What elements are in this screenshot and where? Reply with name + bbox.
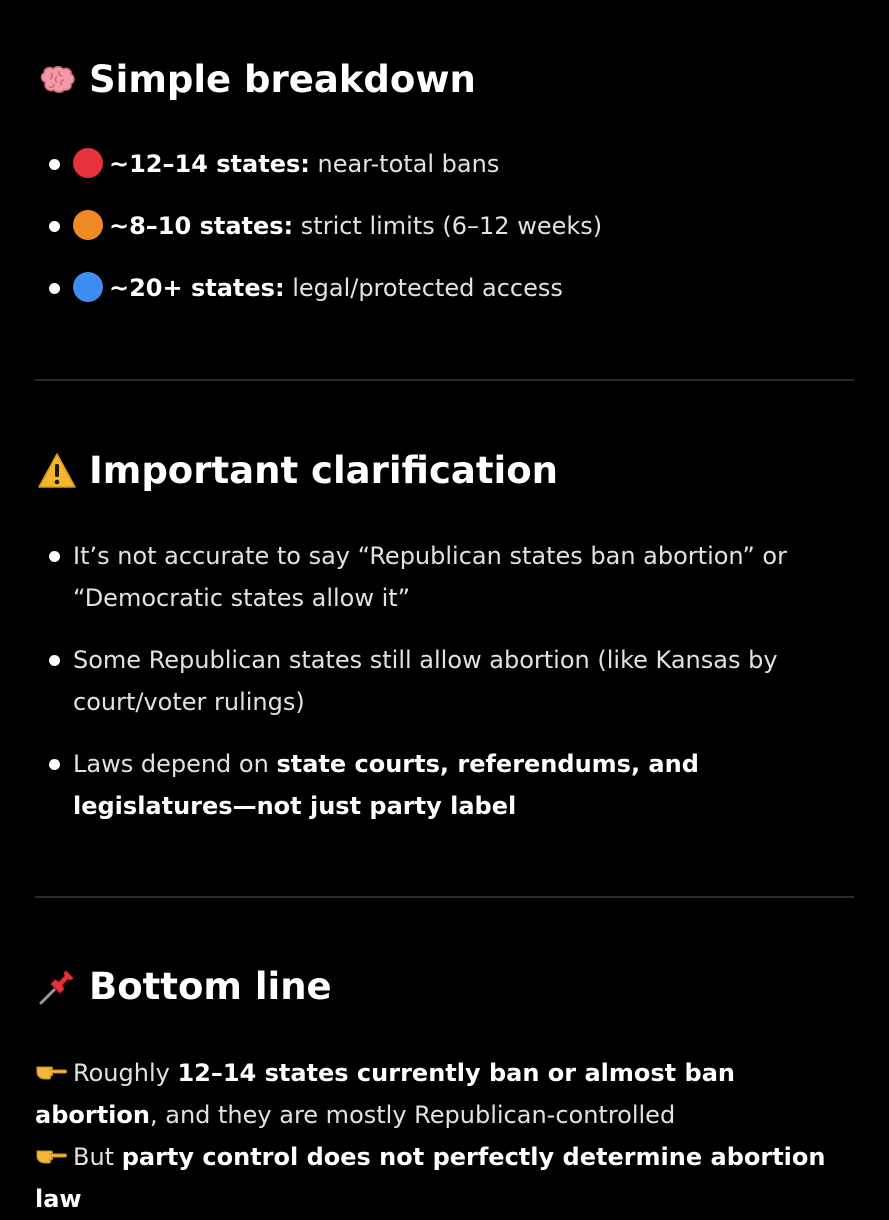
breakdown-item-bold: ~8–10 states: (109, 212, 294, 240)
bottom-line-heading (35, 962, 854, 1012)
red-circle-icon (73, 148, 103, 178)
bottom-line-title: Bottom line (89, 965, 332, 1008)
list-item (35, 639, 854, 723)
blue-circle-icon (73, 272, 103, 302)
list-item (35, 267, 854, 309)
bottom-line-section (35, 962, 854, 1012)
clarification-item-text: It’s not accurate to say “Republican states ban abortion” or “Democratic states allow it” (73, 542, 787, 612)
pointing-hand-icon (35, 1056, 67, 1084)
bullet-dot (49, 759, 60, 770)
list-item (35, 205, 854, 247)
breakdown-title: Simple breakdown (89, 58, 476, 101)
divider (35, 379, 854, 381)
bottom-line-item (35, 1052, 854, 1136)
breakdown-item-text: legal/protected access (284, 274, 563, 302)
pointing-hand-icon (35, 1140, 67, 1168)
bullet-dot (49, 283, 60, 294)
clarification-list (35, 535, 854, 827)
list-item (35, 143, 854, 185)
brain-icon (35, 58, 79, 102)
bullet-dot (49, 551, 60, 562)
breakdown-list (35, 143, 854, 309)
list-item (35, 535, 854, 619)
breakdown-item-text: near-total bans (309, 150, 500, 178)
clarification-heading (35, 446, 854, 496)
clarification-section (35, 446, 854, 496)
clarification-item-text: Some Republican states still allow abortion (like Kansas by court/voter rulings) (73, 646, 778, 716)
breakdown-heading (35, 55, 854, 105)
list-item (35, 743, 854, 827)
bottom-line-text (35, 1052, 854, 1220)
bullet-dot (49, 159, 60, 170)
bottom-line-after: , and they are mostly Republican-controlled (149, 1101, 676, 1129)
clarification-item-text: Laws depend on (73, 750, 277, 778)
bottom-line-before: Roughly (73, 1059, 178, 1087)
warning-icon (35, 449, 79, 493)
bottom-line-bold: 12–14 states currently ban or almost ban abortion (35, 1059, 735, 1129)
bottom-line-item (35, 1136, 854, 1220)
breakdown-section (35, 55, 854, 105)
bullet-dot (49, 655, 60, 666)
bullet-dot (49, 221, 60, 232)
clarification-title: Important clarification (89, 449, 559, 492)
bottom-line-bold: party control does not perfectly determine abortion law (35, 1143, 826, 1213)
divider (35, 896, 854, 898)
breakdown-item-bold: ~20+ states: (109, 274, 285, 302)
orange-circle-icon (73, 210, 103, 240)
bottom-line-before: But (73, 1143, 122, 1171)
breakdown-item-text: strict limits (6–12 weeks) (293, 212, 603, 240)
pushpin-icon (35, 965, 79, 1009)
clarification-item-bold: state courts, referendums, and legislatures—not just party label (73, 750, 699, 820)
breakdown-item-bold: ~12–14 states: (109, 150, 310, 178)
